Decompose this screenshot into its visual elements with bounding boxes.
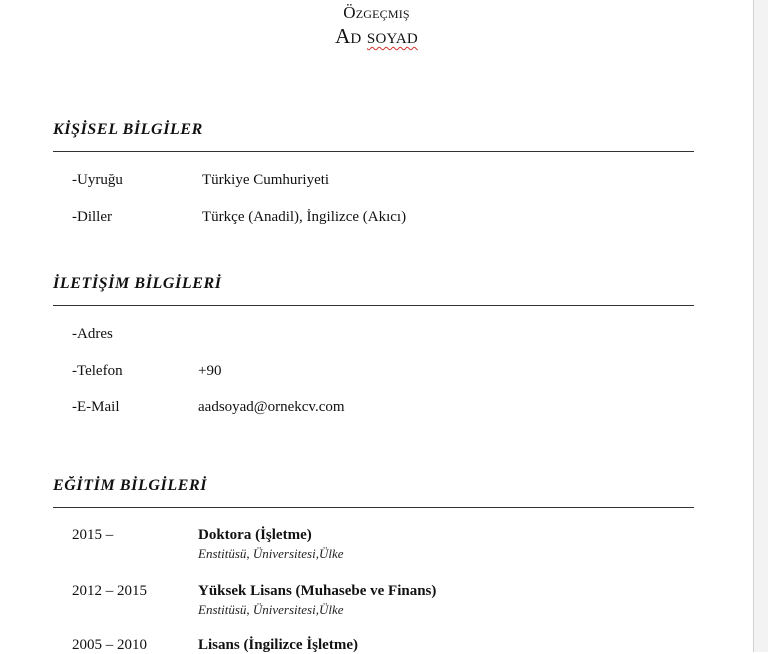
first-name: Ad — [335, 24, 362, 48]
education-years: 2005 – 2010 — [72, 637, 147, 653]
value-email: aadsoyad@ornekcv.com — [198, 399, 345, 415]
education-years: 2012 – 2015 — [72, 583, 147, 599]
label-nationality: -Uyruğu — [72, 172, 123, 188]
label-email: -E-Mail — [72, 399, 120, 415]
value-nationality: Türkiye Cumhuriyeti — [202, 172, 330, 188]
education-degree: Yüksek Lisans (Muhasebe ve Finans) — [198, 583, 437, 599]
vertical-scrollbar[interactable] — [753, 0, 768, 652]
section-divider — [53, 305, 694, 306]
person-name — [0, 24, 753, 49]
education-institution: Enstitüsü, Üniversitesi,Ülke — [198, 546, 344, 561]
last-name-spellcheck: soyad — [366, 24, 418, 48]
document-title: Özgeçmiş — [343, 3, 410, 22]
section-divider — [53, 507, 694, 508]
value-languages: Türkçe (Anadil), İngilizce (Akıcı) — [202, 209, 407, 225]
section-heading-education: EĞİTİM BİLGİLERİ — [53, 477, 208, 494]
section-heading-personal: KİŞİSEL BİLGİLER — [53, 121, 203, 138]
section-heading-contact: İLETİŞİM BİLGİLERİ — [53, 275, 222, 292]
label-phone: -Telefon — [72, 363, 123, 379]
value-phone: +90 — [198, 363, 222, 379]
label-address: -Adres — [72, 326, 113, 342]
education-years: 2015 – — [72, 527, 114, 543]
education-degree: Lisans (İngilizce İşletme) — [198, 637, 358, 653]
education-degree: Doktora (İşletme) — [198, 527, 312, 543]
label-languages: -Diller — [72, 209, 112, 225]
education-institution: Enstitüsü, Üniversitesi,Ülke — [198, 602, 344, 617]
section-divider — [53, 151, 694, 152]
